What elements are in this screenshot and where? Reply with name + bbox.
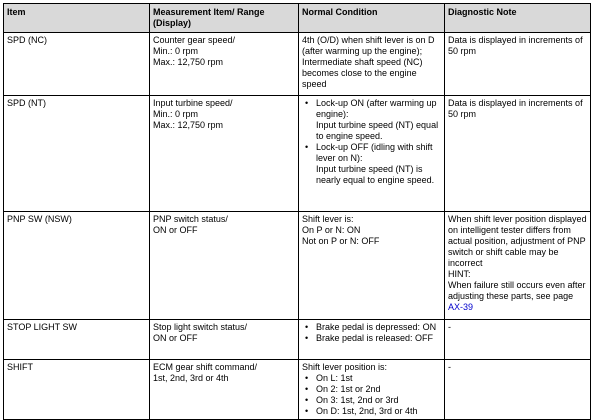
cell-normal-condition [299, 96, 445, 212]
cell-item: SPD (NC) [4, 33, 150, 96]
measurement-line: 1st, 2nd, 3rd or 4th [153, 373, 229, 383]
measurement-line: ON or OFF [153, 333, 198, 343]
cell-item: SHIFT [4, 360, 150, 420]
condition-bullet-list [302, 322, 441, 344]
cell-item: SPD (NT) [4, 96, 150, 212]
note-text [448, 280, 587, 313]
condition-bullet: • On 3: 1st, 2nd or 3rd [302, 395, 441, 406]
condition-bullet: • Brake pedal is depressed: ON [302, 322, 441, 333]
cell-measurement [150, 320, 299, 360]
cell-measurement [150, 212, 299, 320]
cell-measurement [150, 33, 299, 96]
condition-bullet [302, 98, 441, 142]
condition-text: Not on P or N: OFF [302, 236, 380, 246]
cell-item: STOP LIGHT SW [4, 320, 150, 360]
condition-bullet [302, 142, 441, 186]
condition-intro: Shift lever position is: [302, 362, 388, 372]
cell-normal-condition [299, 360, 445, 420]
condition-text: Shift lever is: [302, 214, 354, 224]
diagnostic-table-container [3, 3, 591, 420]
measurement-line: Stop light switch status/ [153, 322, 248, 332]
bullet-subtext: Input turbine speed (NT) equal to engine speed. [316, 120, 439, 141]
condition-text: On P or N: ON [302, 225, 361, 235]
table-row [4, 320, 591, 360]
measurement-line: Min.: 0 rpm [153, 109, 199, 119]
condition-bullet: • Brake pedal is released: OFF [302, 333, 441, 344]
measurement-line: ON or OFF [153, 225, 198, 235]
measurement-line: ECM gear shift command/ [153, 362, 258, 372]
note-hint-text: When failure still occurs even after adjusting these parts, see page [448, 280, 586, 301]
condition-bullet: • On D: 1st, 2nd, 3rd or 4th [302, 406, 441, 417]
bullet-text: Lock-up ON (after warming up engine): [316, 98, 437, 119]
condition-bullet-list [302, 373, 441, 417]
table-row [4, 360, 591, 420]
header-item: Item [4, 4, 150, 33]
cell-item: PNP SW (NSW) [4, 212, 150, 320]
cell-diagnostic-note: - [445, 320, 591, 360]
measurement-line: Max.: 12,750 rpm [153, 120, 224, 130]
cell-diagnostic-note: Data is displayed in increments of 50 rpm [445, 96, 591, 212]
condition-bullet: • On L: 1st [302, 373, 441, 384]
measurement-line: Max.: 12,750 rpm [153, 57, 224, 67]
note-hint-label: HINT: [448, 269, 471, 279]
header-measurement: Measurement Item/ Range (Display) [150, 4, 299, 33]
header-diagnostic-note: Diagnostic Note [445, 4, 591, 33]
note-text: When shift lever position displayed on intelligent tester differs from actual position, adjustment of PNP switch or shift cable may be incorrect [448, 214, 587, 268]
measurement-line: PNP switch status/ [153, 214, 228, 224]
diagnostic-data-table [3, 3, 591, 420]
bullet-text: Lock-up OFF (idling with shift lever on N): [316, 142, 433, 163]
cell-normal-condition [299, 212, 445, 320]
condition-bullet: • On 2: 1st or 2nd [302, 384, 441, 395]
measurement-line: Counter gear speed/ [153, 35, 236, 45]
bullet-subtext: Input turbine speed (NT) is nearly equal to engine speed. [316, 164, 435, 185]
cell-normal-condition [299, 33, 445, 96]
measurement-line: Input turbine speed/ [153, 98, 233, 108]
cell-normal-condition [299, 320, 445, 360]
cell-measurement [150, 360, 299, 420]
cell-diagnostic-note: Data is displayed in increments of 50 rpm [445, 33, 591, 96]
measurement-line: Min.: 0 rpm [153, 46, 199, 56]
condition-text: 4th (O/D) when shift lever is on D (after warming up the engine); Intermediate shaft speed (NC) becomes close to the engine speed [302, 35, 435, 89]
cell-measurement [150, 96, 299, 212]
table-row [4, 96, 591, 212]
table-header-row [4, 4, 591, 33]
cell-diagnostic-note [445, 212, 591, 320]
condition-bullet-list [302, 98, 441, 186]
table-row [4, 33, 591, 96]
table-row [4, 212, 591, 320]
page-link-ax-39[interactable]: AX-39 [448, 302, 474, 312]
cell-diagnostic-note: - [445, 360, 591, 420]
header-normal-condition: Normal Condition [299, 4, 445, 33]
